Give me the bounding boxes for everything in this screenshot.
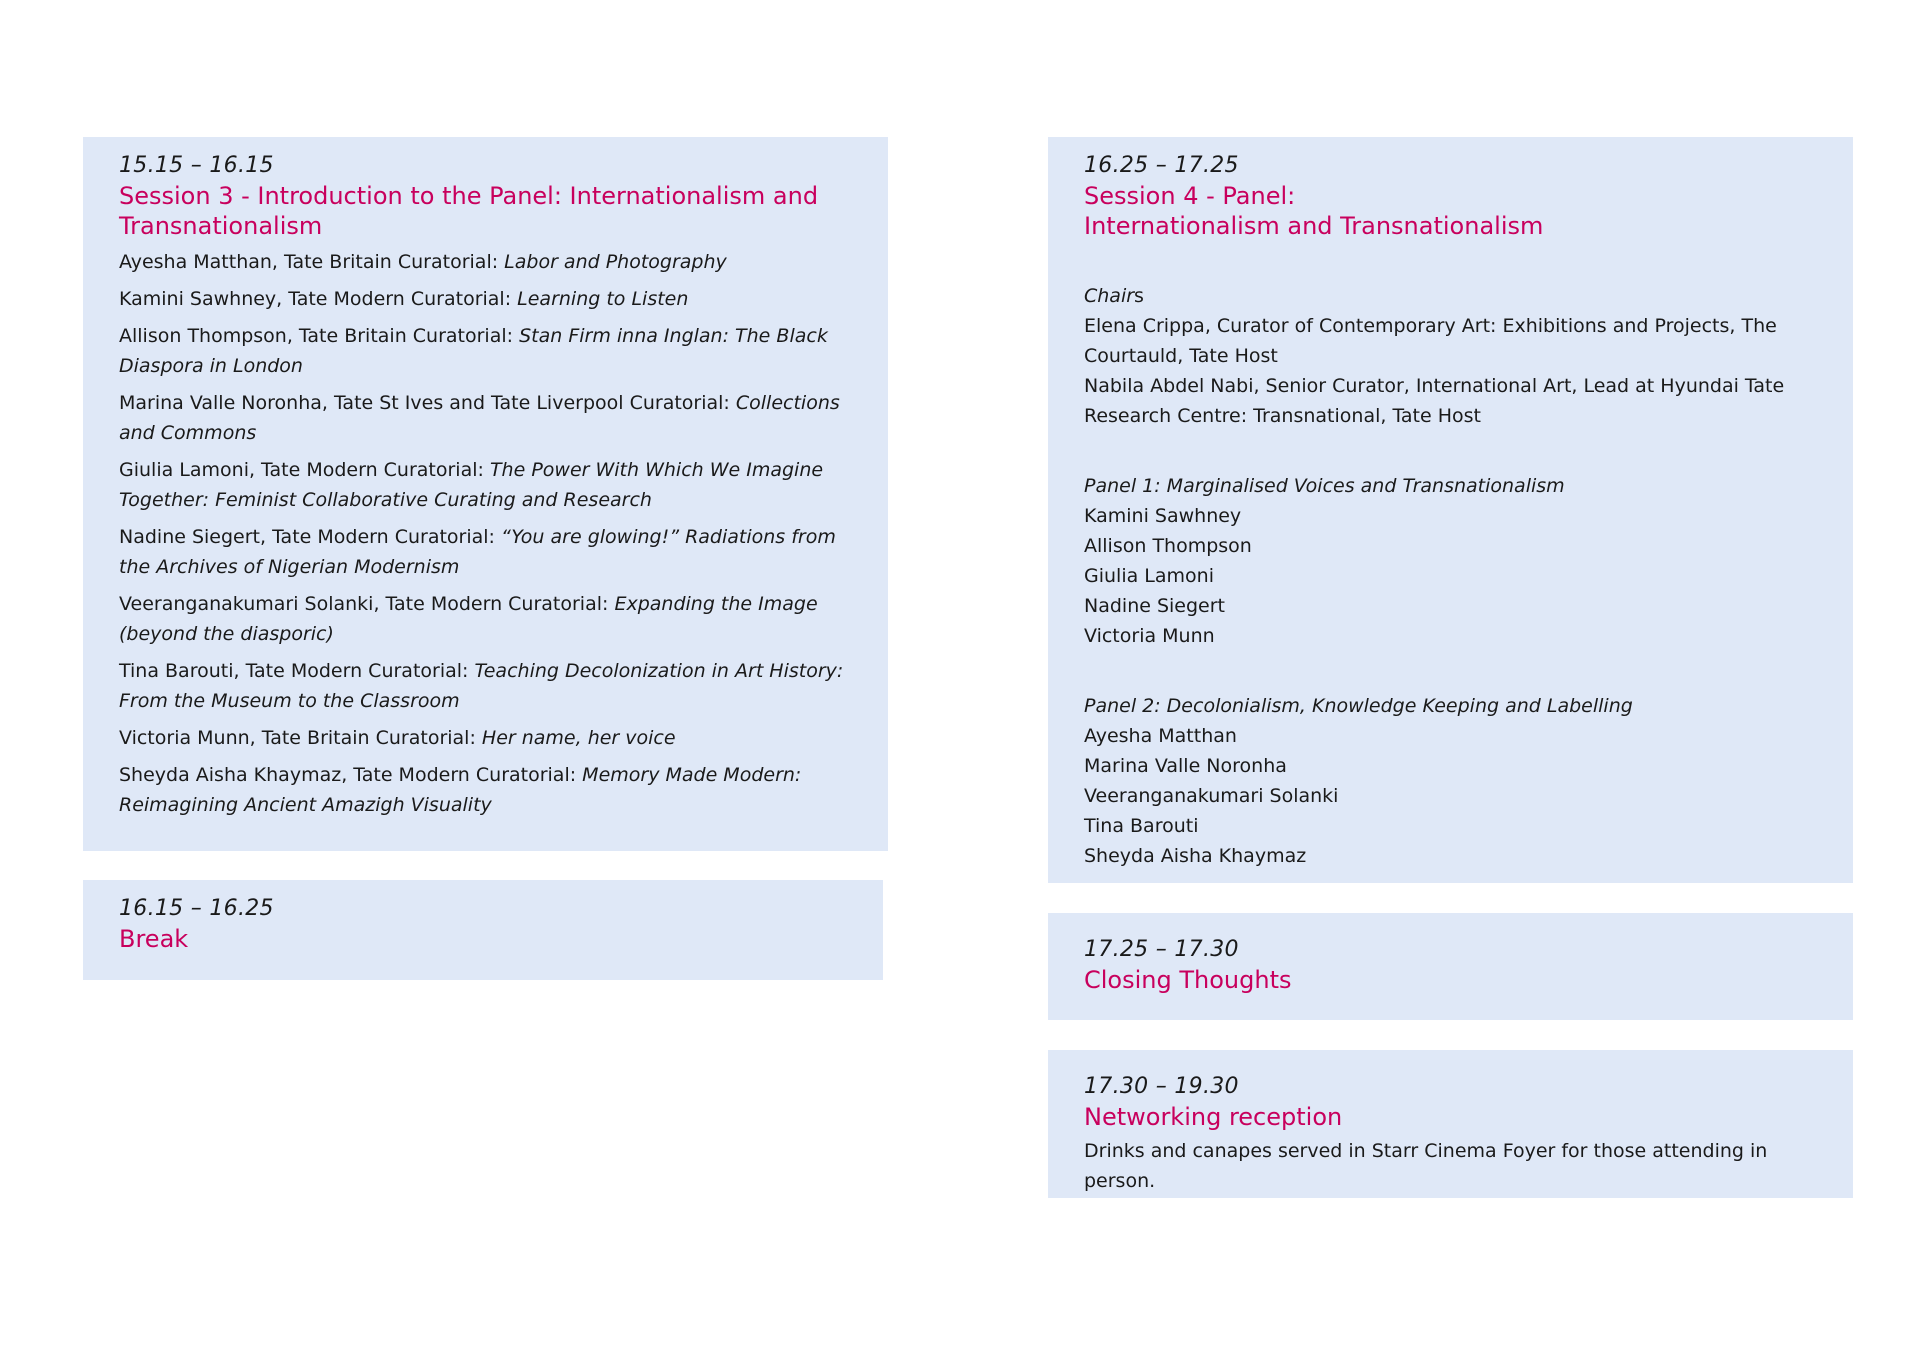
session-4-title [1084, 181, 1817, 241]
panel-1-label: Panel 1: Marginalised Voices and Transnationalism [1084, 475, 1565, 497]
speaker-affiliation: Giulia Lamoni, Tate Modern Curatorial: [119, 459, 490, 481]
panel-member: Giulia Lamoni [1084, 565, 1214, 587]
chairs-label [1084, 281, 1817, 311]
speaker-entry [119, 723, 852, 753]
speaker-affiliation: Ayesha Matthan, Tate Britain Curatorial: [119, 251, 505, 273]
talk-title: The Power With Which We Imagine Together: Feminist Collaborative Curating and Research [119, 459, 824, 511]
panel-member: Victoria Munn [1084, 625, 1215, 647]
speaker-affiliation: Allison Thompson, Tate Britain Curatorial: [119, 325, 520, 347]
panel-2-section [1084, 691, 1817, 871]
speaker-affiliation: Kamini Sawhney, Tate Modern Curatorial: [119, 288, 518, 310]
talk-title: “You are glowing!” Radiations from the Archives of Nigerian Modernism [119, 526, 836, 578]
session-3-card [83, 137, 888, 851]
session-4-time: 16.25 – 17.25 [1084, 153, 1239, 178]
break-title: Break [119, 925, 189, 953]
session-3-time: 15.15 – 16.15 [119, 153, 274, 178]
session-3-title [119, 181, 852, 241]
spacer [1084, 651, 1817, 691]
session-4-title-line1: Session 4 - Panel: [1084, 182, 1296, 210]
panel-member: Nadine Siegert [1084, 595, 1226, 617]
chairs-label-tail: s [1134, 285, 1144, 307]
speaker-affiliation: Veeranganakumari Solanki, Tate Modern Curatorial: [119, 593, 615, 615]
speaker-entry [119, 589, 852, 649]
panel-member: Kamini Sawhney [1084, 505, 1242, 527]
talk-title: Collections and Commons [119, 392, 840, 444]
talk-title: Memory Made Modern: Reimagining Ancient Amazigh Visuality [119, 764, 802, 816]
speaker-entry [119, 321, 852, 381]
session-4-title-line2: Internationalism and Transnationalism [1084, 212, 1544, 240]
networking-title: Networking reception [1084, 1103, 1343, 1131]
panel-member: Allison Thompson [1084, 535, 1252, 557]
speaker-entry [119, 284, 852, 314]
panel-member: Ayesha Matthan [1084, 725, 1237, 747]
speaker-entry [119, 760, 852, 820]
panel-member: Sheyda Aisha Khaymaz [1084, 845, 1307, 867]
break-time: 16.15 – 16.25 [119, 896, 274, 921]
speaker-affiliation: Tina Barouti, Tate Modern Curatorial: [119, 660, 475, 682]
speaker-affiliation: Sheyda Aisha Khaymaz, Tate Modern Curatorial: [119, 764, 583, 786]
speaker-affiliation: Victoria Munn, Tate Britain Curatorial: [119, 727, 482, 749]
networking-description: Drinks and canapes served in Starr Cinema Foyer for those attending in person. [1084, 1140, 1768, 1192]
talk-title: Expanding the Image (beyond the diasporic) [119, 593, 818, 645]
talk-title: Teaching Decolonization in Art History: From the Museum to the Classroom [119, 660, 844, 712]
speaker-affiliation: Nadine Siegert, Tate Modern Curatorial: [119, 526, 501, 548]
networking-time: 17.30 – 19.30 [1084, 1074, 1239, 1099]
panel-2-label: Panel 2: Decolonialism, Knowledge Keeping and Labelling [1084, 695, 1633, 717]
panel-1-section [1084, 471, 1817, 651]
chairs-section [1084, 281, 1817, 431]
chair-line: Research Centre: Transnational, Tate Host [1084, 405, 1481, 427]
speaker-affiliation: Marina Valle Noronha, Tate St Ives and Tate Liverpool Curatorial: [119, 392, 736, 414]
closing-time: 17.25 – 17.30 [1084, 937, 1239, 962]
chair-line: Elena Crippa, Curator of Contemporary Art: Exhibitions and Projects, The [1084, 315, 1777, 337]
speaker-entry [119, 388, 852, 448]
talk-title: Her name, her voice [481, 727, 676, 749]
spacer [1084, 431, 1817, 471]
closing-card [1048, 913, 1853, 1020]
panel-member: Tina Barouti [1084, 815, 1199, 837]
session-3-title-line1: Session 3 - Introduction to the Panel: Internationalism and [119, 182, 819, 210]
speaker-entry [119, 247, 852, 277]
session-3-speaker-list [119, 247, 852, 820]
session-3-title-line2: Transnationalism [119, 212, 323, 240]
speaker-entry [119, 455, 852, 515]
closing-title: Closing Thoughts [1084, 966, 1292, 994]
speaker-entry [119, 522, 852, 582]
panel-member: Marina Valle Noronha [1084, 755, 1287, 777]
talk-title: Labor and Photography [504, 251, 727, 273]
speaker-entry [119, 656, 852, 716]
chair-line: Nabila Abdel Nabi, Senior Curator, International Art, Lead at Hyundai Tate [1084, 375, 1785, 397]
chair-line: Courtauld, Tate Host [1084, 345, 1278, 367]
session-4-card [1048, 137, 1853, 883]
networking-card [1048, 1050, 1853, 1198]
chairs-label-italic: Chair [1084, 285, 1135, 307]
talk-title: Learning to Listen [517, 288, 689, 310]
panel-member: Veeranganakumari Solanki [1084, 785, 1339, 807]
break-card [83, 880, 883, 980]
talk-title: Stan Firm inna Inglan: The Black Diaspora in London [119, 325, 828, 377]
